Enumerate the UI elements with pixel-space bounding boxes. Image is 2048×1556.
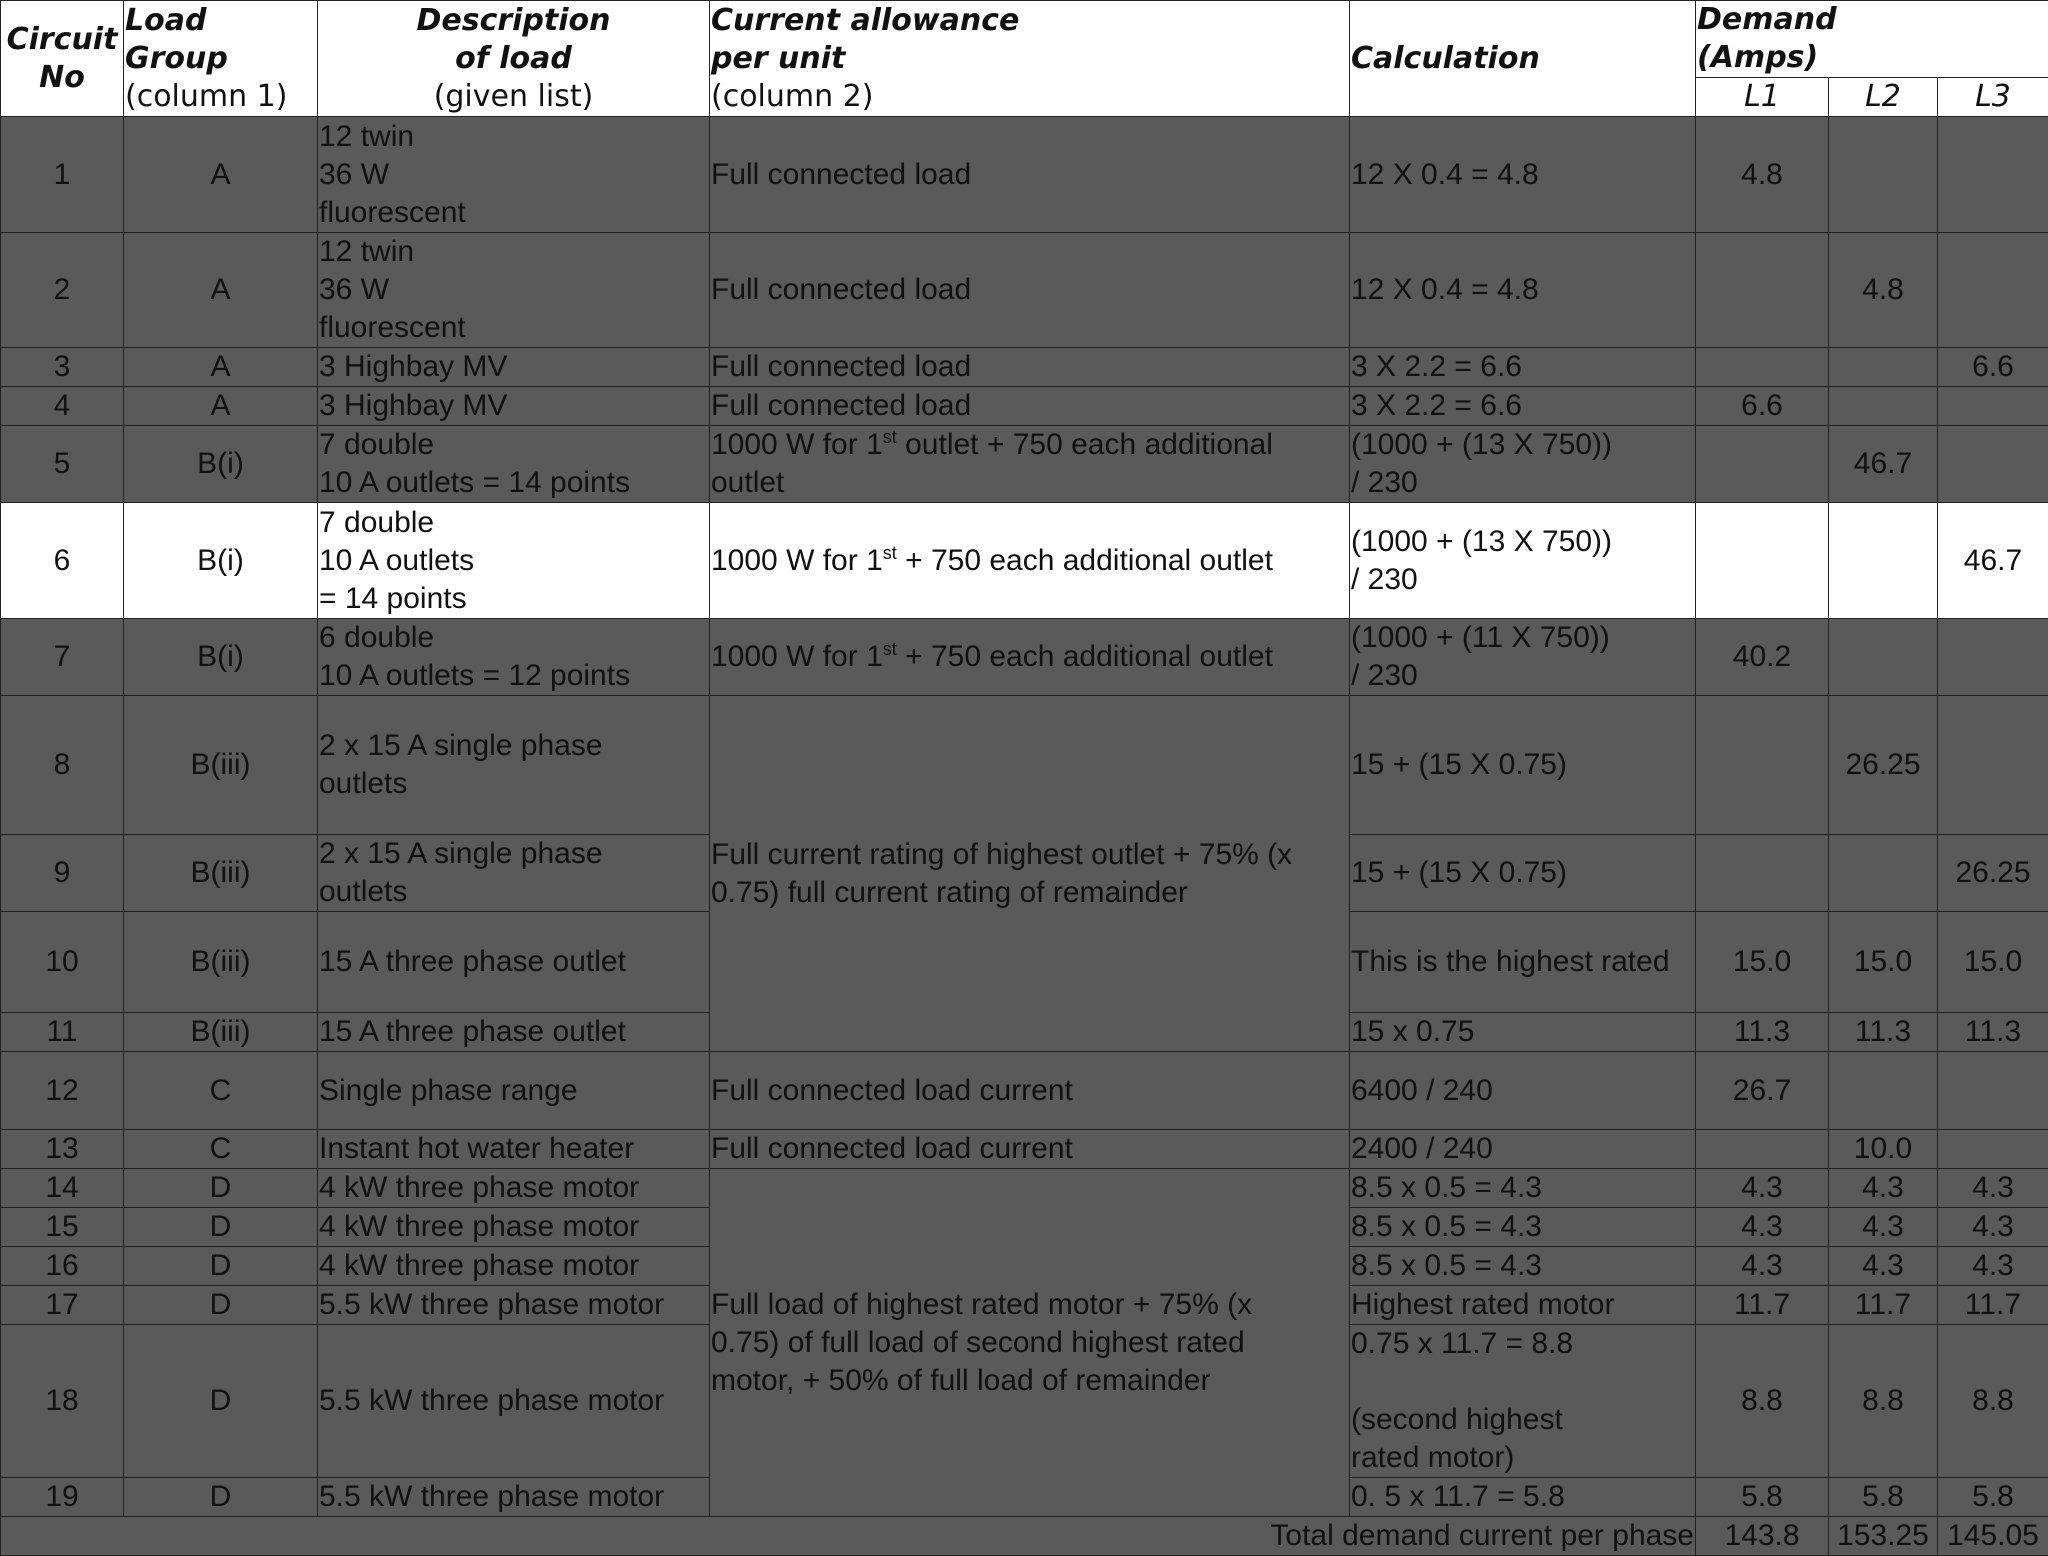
load-group: A bbox=[124, 387, 318, 426]
calculation: 2400 / 240 bbox=[1350, 1130, 1696, 1169]
load-group: C bbox=[124, 1130, 318, 1169]
current-allowance-motor-rule: Full load of highest rated motor + 75% (x 0.75) of full load of second highest rated motor, + 50% of full load of remainder bbox=[710, 1169, 1350, 1517]
demand-l2: 11.7 bbox=[1829, 1286, 1938, 1325]
load-group: C bbox=[124, 1052, 318, 1130]
demand-l1: 8.8 bbox=[1696, 1325, 1829, 1478]
circuit-no: 17 bbox=[1, 1286, 124, 1325]
total-l3: 145.05 bbox=[1938, 1517, 2048, 1556]
calculation: 8.5 x 0.5 = 4.3 bbox=[1350, 1169, 1696, 1208]
header-phase-l2: L2 bbox=[1829, 78, 1938, 117]
demand-l2 bbox=[1829, 1052, 1938, 1130]
circuit-no: 1 bbox=[1, 117, 124, 233]
load-group: B(iii) bbox=[124, 1013, 318, 1052]
demand-l1: 26.7 bbox=[1696, 1052, 1829, 1130]
demand-l2: 15.0 bbox=[1829, 912, 1938, 1013]
load-description: 12 twin 36 W fluorescent bbox=[318, 233, 710, 348]
demand-l2: 26.25 bbox=[1829, 696, 1938, 835]
table-row bbox=[1, 1052, 2048, 1130]
demand-l2: 11.3 bbox=[1829, 1013, 1938, 1052]
demand-l3 bbox=[1938, 426, 2048, 503]
calculation: 6400 / 240 bbox=[1350, 1052, 1696, 1130]
circuit-no: 14 bbox=[1, 1169, 124, 1208]
demand-l3: 8.8 bbox=[1938, 1325, 2048, 1478]
load-group: D bbox=[124, 1169, 318, 1208]
table-row bbox=[1, 426, 2048, 503]
demand-l2: 8.8 bbox=[1829, 1325, 1938, 1478]
load-group: D bbox=[124, 1286, 318, 1325]
demand-l1 bbox=[1696, 503, 1829, 619]
demand-l1 bbox=[1696, 348, 1829, 387]
demand-l3 bbox=[1938, 387, 2048, 426]
total-l2: 153.25 bbox=[1829, 1517, 1938, 1556]
current-allowance: 1000 W for 1st outlet + 750 each additional outlet bbox=[710, 426, 1350, 503]
header-load-group: Load Group (column 1) bbox=[124, 1, 318, 117]
circuit-no: 18 bbox=[1, 1325, 124, 1478]
header-phase-l1: L1 bbox=[1696, 78, 1829, 117]
demand-l2: 4.3 bbox=[1829, 1247, 1938, 1286]
load-group: A bbox=[124, 348, 318, 387]
demand-l1: 11.3 bbox=[1696, 1013, 1829, 1052]
circuit-no: 16 bbox=[1, 1247, 124, 1286]
demand-l3 bbox=[1938, 1130, 2048, 1169]
load-group: D bbox=[124, 1478, 318, 1517]
total-l1: 143.8 bbox=[1696, 1517, 1829, 1556]
calculation: 15 + (15 X 0.75) bbox=[1350, 835, 1696, 912]
current-allowance: Full connected load current bbox=[710, 1130, 1350, 1169]
demand-l1: 4.3 bbox=[1696, 1208, 1829, 1247]
load-description: 4 kW three phase motor bbox=[318, 1247, 710, 1286]
demand-l3: 11.7 bbox=[1938, 1286, 2048, 1325]
load-description: 15 A three phase outlet bbox=[318, 1013, 710, 1052]
demand-l1: 4.8 bbox=[1696, 117, 1829, 233]
calculation: 0.75 x 11.7 = 8.8 (second highest rated motor) bbox=[1350, 1325, 1696, 1478]
circuit-no: 19 bbox=[1, 1478, 124, 1517]
load-description: Instant hot water heater bbox=[318, 1130, 710, 1169]
circuit-no: 7 bbox=[1, 619, 124, 696]
table-row bbox=[1, 387, 2048, 426]
header-phase-l3: L3 bbox=[1938, 78, 2048, 117]
totals-row bbox=[1, 1517, 2048, 1556]
demand-l2: 46.7 bbox=[1829, 426, 1938, 503]
demand-l2 bbox=[1829, 835, 1938, 912]
load-description: 5.5 kW three phase motor bbox=[318, 1286, 710, 1325]
circuit-no: 8 bbox=[1, 696, 124, 835]
load-group: A bbox=[124, 233, 318, 348]
demand-l2: 4.3 bbox=[1829, 1208, 1938, 1247]
demand-l3 bbox=[1938, 619, 2048, 696]
demand-l1 bbox=[1696, 696, 1829, 835]
load-description: Single phase range bbox=[318, 1052, 710, 1130]
calculation: (1000 + (13 X 750)) / 230 bbox=[1350, 426, 1696, 503]
load-group: B(iii) bbox=[124, 696, 318, 835]
calculation: 8.5 x 0.5 = 4.3 bbox=[1350, 1247, 1696, 1286]
current-allowance: Full connected load bbox=[710, 387, 1350, 426]
demand-l2: 10.0 bbox=[1829, 1130, 1938, 1169]
demand-l1: 4.3 bbox=[1696, 1247, 1829, 1286]
circuit-no: 11 bbox=[1, 1013, 124, 1052]
circuit-no: 3 bbox=[1, 348, 124, 387]
load-description: 4 kW three phase motor bbox=[318, 1208, 710, 1247]
demand-l3: 6.6 bbox=[1938, 348, 2048, 387]
circuit-no: 13 bbox=[1, 1130, 124, 1169]
calculation: (1000 + (11 X 750)) / 230 bbox=[1350, 619, 1696, 696]
circuit-no: 10 bbox=[1, 912, 124, 1013]
load-description: 3 Highbay MV bbox=[318, 387, 710, 426]
demand-l1: 40.2 bbox=[1696, 619, 1829, 696]
demand-l2: 5.8 bbox=[1829, 1478, 1938, 1517]
calculation: 12 X 0.4 = 4.8 bbox=[1350, 233, 1696, 348]
load-description: 2 x 15 A single phase outlets bbox=[318, 696, 710, 835]
load-description: 4 kW three phase motor bbox=[318, 1169, 710, 1208]
load-group: D bbox=[124, 1208, 318, 1247]
demand-l2 bbox=[1829, 348, 1938, 387]
load-description: 7 double 10 A outlets = 14 points bbox=[318, 503, 710, 619]
table-row bbox=[1, 348, 2048, 387]
current-allowance: 1000 W for 1st + 750 each additional outlet bbox=[710, 503, 1350, 619]
current-allowance-outlets-rule: Full current rating of highest outlet + 75% (x 0.75) full current rating of remainder bbox=[710, 696, 1350, 1052]
calculation: 15 x 0.75 bbox=[1350, 1013, 1696, 1052]
load-description: 5.5 kW three phase motor bbox=[318, 1478, 710, 1517]
circuit-no: 12 bbox=[1, 1052, 124, 1130]
calculation: This is the highest rated bbox=[1350, 912, 1696, 1013]
demand-l2: 4.3 bbox=[1829, 1169, 1938, 1208]
calculation: 3 X 2.2 = 6.6 bbox=[1350, 348, 1696, 387]
calculation: 15 + (15 X 0.75) bbox=[1350, 696, 1696, 835]
demand-l3 bbox=[1938, 1052, 2048, 1130]
calculation: 0. 5 x 11.7 = 5.8 bbox=[1350, 1478, 1696, 1517]
demand-l1: 4.3 bbox=[1696, 1169, 1829, 1208]
table-row bbox=[1, 503, 2048, 619]
header-circuit-no: Circuit No bbox=[1, 1, 124, 117]
load-group: D bbox=[124, 1247, 318, 1286]
demand-l2 bbox=[1829, 619, 1938, 696]
current-allowance: 1000 W for 1st + 750 each additional outlet bbox=[710, 619, 1350, 696]
load-group: B(iii) bbox=[124, 912, 318, 1013]
header-calculation: Calculation bbox=[1350, 1, 1696, 117]
demand-l3: 46.7 bbox=[1938, 503, 2048, 619]
demand-l3: 11.3 bbox=[1938, 1013, 2048, 1052]
demand-l3: 26.25 bbox=[1938, 835, 2048, 912]
demand-l3: 4.3 bbox=[1938, 1247, 2048, 1286]
demand-l1: 6.6 bbox=[1696, 387, 1829, 426]
table-row bbox=[1, 233, 2048, 348]
circuit-no: 6 bbox=[1, 503, 124, 619]
calculation: 12 X 0.4 = 4.8 bbox=[1350, 117, 1696, 233]
load-description: 15 A three phase outlet bbox=[318, 912, 710, 1013]
table-row bbox=[1, 117, 2048, 233]
demand-l1 bbox=[1696, 835, 1829, 912]
calculation: (1000 + (13 X 750)) / 230 bbox=[1350, 503, 1696, 619]
load-description: 2 x 15 A single phase outlets bbox=[318, 835, 710, 912]
total-label: Total demand current per phase bbox=[1, 1517, 1696, 1556]
demand-l2: 4.8 bbox=[1829, 233, 1938, 348]
circuit-no: 5 bbox=[1, 426, 124, 503]
load-group: B(i) bbox=[124, 426, 318, 503]
load-description: 6 double 10 A outlets = 12 points bbox=[318, 619, 710, 696]
table-row bbox=[1, 1169, 2048, 1208]
load-group: B(iii) bbox=[124, 835, 318, 912]
table-row bbox=[1, 619, 2048, 696]
load-group: D bbox=[124, 1325, 318, 1478]
demand-l2 bbox=[1829, 503, 1938, 619]
demand-l2 bbox=[1829, 117, 1938, 233]
current-allowance: Full connected load bbox=[710, 117, 1350, 233]
load-description: 7 double 10 A outlets = 14 points bbox=[318, 426, 710, 503]
load-description: 12 twin 36 W fluorescent bbox=[318, 117, 710, 233]
header-description: Description of load (given list) bbox=[318, 1, 710, 117]
table-row bbox=[1, 1130, 2048, 1169]
current-allowance: Full connected load current bbox=[710, 1052, 1350, 1130]
demand-l3 bbox=[1938, 696, 2048, 835]
demand-l3: 5.8 bbox=[1938, 1478, 2048, 1517]
calculation: 8.5 x 0.5 = 4.3 bbox=[1350, 1208, 1696, 1247]
load-group: A bbox=[124, 117, 318, 233]
header-demand: Demand (Amps) bbox=[1696, 1, 2048, 78]
table-row bbox=[1, 696, 2048, 835]
load-description: 3 Highbay MV bbox=[318, 348, 710, 387]
calculation: Highest rated motor bbox=[1350, 1286, 1696, 1325]
demand-l1: 5.8 bbox=[1696, 1478, 1829, 1517]
demand-l1: 11.7 bbox=[1696, 1286, 1829, 1325]
load-group: B(i) bbox=[124, 503, 318, 619]
demand-l3: 4.3 bbox=[1938, 1169, 2048, 1208]
current-allowance: Full connected load bbox=[710, 233, 1350, 348]
circuit-no: 15 bbox=[1, 1208, 124, 1247]
calculation: 3 X 2.2 = 6.6 bbox=[1350, 387, 1696, 426]
load-description: 5.5 kW three phase motor bbox=[318, 1325, 710, 1478]
load-group: B(i) bbox=[124, 619, 318, 696]
header-current-allowance: Current allowance per unit (column 2) bbox=[710, 1, 1350, 117]
demand-l3 bbox=[1938, 233, 2048, 348]
demand-l2 bbox=[1829, 387, 1938, 426]
circuit-no: 2 bbox=[1, 233, 124, 348]
demand-l1 bbox=[1696, 426, 1829, 503]
circuit-no: 9 bbox=[1, 835, 124, 912]
current-allowance: Full connected load bbox=[710, 348, 1350, 387]
demand-l3: 4.3 bbox=[1938, 1208, 2048, 1247]
demand-l3: 15.0 bbox=[1938, 912, 2048, 1013]
demand-l3 bbox=[1938, 117, 2048, 233]
demand-l1 bbox=[1696, 233, 1829, 348]
demand-l1 bbox=[1696, 1130, 1829, 1169]
demand-l1: 15.0 bbox=[1696, 912, 1829, 1013]
circuit-no: 4 bbox=[1, 387, 124, 426]
